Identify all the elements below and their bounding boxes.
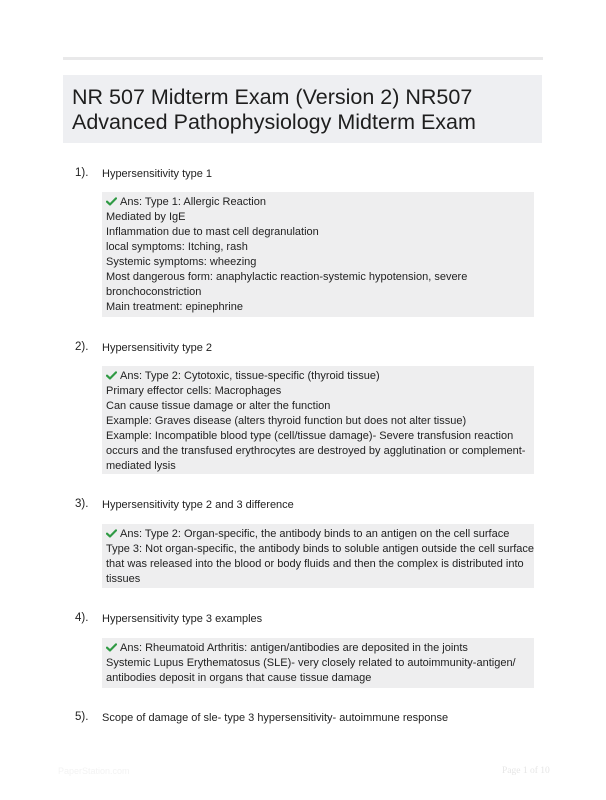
question-number: 1). <box>75 167 89 179</box>
answer-line: local symptoms: Itching, rash <box>106 241 248 253</box>
answer-line: Example: Incompatible blood type (cell/tissue damage)- Severe transfusion reaction <box>106 430 514 442</box>
answer-box-1 <box>102 192 534 317</box>
title-line-1: NR 507 Midterm Exam (Version 2) NR507 <box>72 85 473 109</box>
question-number: 5). <box>75 711 89 723</box>
answer-text: Ans: Type 1: Allergic Reaction <box>120 196 266 208</box>
answer-line: Systemic Lupus Erythematosus (SLE)- very closely related to autoimmunity-antigen/ <box>106 657 516 669</box>
answer-line: occurs and the transfused erythrocytes are destroyed by agglutination or complement- <box>106 445 526 457</box>
answer-line <box>106 527 530 542</box>
question-text: Hypersensitivity type 2 <box>102 342 213 354</box>
check-icon <box>106 643 117 652</box>
question-text: Scope of damage of sle- type 3 hypersensitivity- autoimmune response <box>102 712 449 724</box>
answer-box-4 <box>102 638 534 688</box>
check-icon <box>106 197 117 206</box>
answer-line: Main treatment: epinephrine <box>106 301 243 313</box>
question-number: 2). <box>75 341 89 353</box>
check-icon <box>106 371 117 380</box>
answer-box-3 <box>102 524 534 588</box>
answer-line: antibodies deposit in organs that cause tissue damage <box>106 672 372 684</box>
answer-line: Mediated by IgE <box>106 211 186 223</box>
document-title <box>63 75 542 143</box>
title-line-2: Advanced Pathophysiology Midterm Exam <box>72 110 476 134</box>
answer-line <box>106 369 530 384</box>
footer-site-link[interactable]: PaperStation.com <box>58 766 130 776</box>
answer-line: Inflammation due to mast cell degranulation <box>106 226 319 238</box>
answer-line: Most dangerous form: anaphylactic reaction-systemic hypotension, severe <box>106 271 468 283</box>
check-icon <box>106 529 117 538</box>
answer-line: Example: Graves disease (alters thyroid function but does not alter tissue) <box>106 415 467 427</box>
question-number: 3). <box>75 498 89 510</box>
answer-line: bronchoconstriction <box>106 286 202 298</box>
answer-line: tissues <box>106 573 141 585</box>
answer-line: Type 3: Not organ-specific, the antibody binds to soluble antigen outside the cell surface <box>106 543 535 555</box>
answer-line <box>106 641 530 656</box>
answer-line: Primary effector cells: Macrophages <box>106 385 282 397</box>
question-number: 4). <box>75 612 89 624</box>
answer-line: mediated lysis <box>106 460 176 472</box>
answer-text: Ans: Type 2: Cytotoxic, tissue-specific (thyroid tissue) <box>120 370 380 382</box>
question-text: Hypersensitivity type 2 and 3 difference <box>102 499 294 511</box>
question-text: Hypersensitivity type 3 examples <box>102 613 263 625</box>
question-text: Hypersensitivity type 1 <box>102 168 213 180</box>
answer-text: Ans: Rheumatoid Arthritis: antigen/antibodies are deposited in the joints <box>120 642 468 654</box>
top-divider <box>63 57 543 60</box>
footer-page-number: Page 1 of 10 <box>502 766 550 776</box>
answer-line <box>106 195 530 210</box>
answer-text: Ans: Type 2: Organ-specific, the antibody binds to an antigen on the cell surface <box>120 528 510 540</box>
answer-line: Systemic symptoms: wheezing <box>106 256 257 268</box>
answer-box-2 <box>102 366 534 474</box>
answer-line: that was released into the blood or body fluids and then the complex is distributed into <box>106 558 524 570</box>
answer-line: Can cause tissue damage or alter the function <box>106 400 331 412</box>
